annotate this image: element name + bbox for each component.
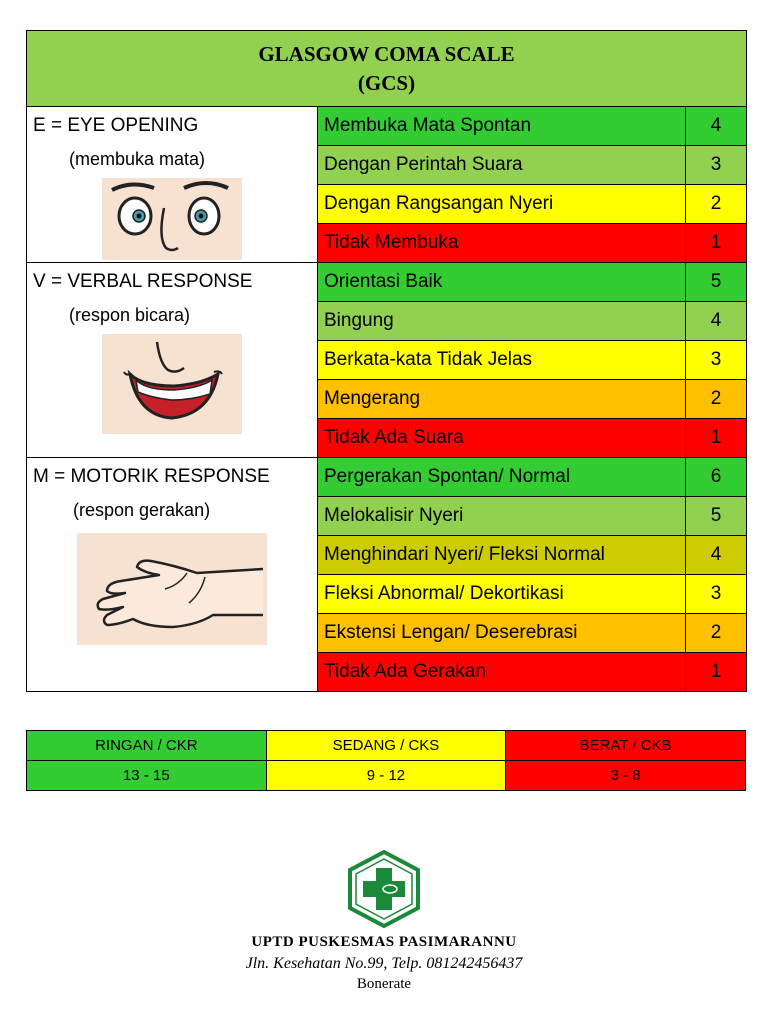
- option-label: Orientasi Baik: [318, 263, 686, 302]
- open-hand-icon: [77, 533, 267, 645]
- option-label: Tidak Ada Suara: [318, 419, 686, 458]
- option-score: 1: [686, 419, 747, 458]
- category-subtitle: (respon bicara): [69, 305, 191, 325]
- severity-label: RINGAN / CKR: [27, 731, 267, 761]
- smiling-mouth-icon: [102, 334, 242, 434]
- organization-address: Jln. Kesehatan No.99, Telp. 081242456437: [245, 955, 523, 972]
- option-label: Fleksi Abnormal/ Dekortikasi: [318, 575, 686, 614]
- page-subtitle: (GCS): [357, 70, 416, 95]
- category-title: E = EYE OPENING: [33, 115, 199, 136]
- option-label: Dengan Perintah Suara: [318, 146, 686, 185]
- organization-name: UPTD PUSKESMAS PASIMARANNU: [251, 934, 517, 950]
- option-score: 2: [686, 185, 747, 224]
- option-score: 1: [686, 653, 747, 692]
- title-cell: [27, 31, 747, 107]
- option-score: 4: [686, 536, 747, 575]
- option-label: Ekstensi Lengan/ Deserebrasi: [318, 614, 686, 653]
- option-score: 2: [686, 614, 747, 653]
- category-eye: [27, 107, 318, 263]
- option-label: Berkata-kata Tidak Jelas: [318, 341, 686, 380]
- organization-city: Bonerate: [356, 976, 412, 992]
- option-score: 6: [686, 458, 747, 497]
- category-title: V = VERBAL RESPONSE: [33, 271, 253, 292]
- severity-range: 9 - 12: [266, 761, 506, 791]
- option-row: [27, 263, 747, 302]
- category-subtitle: (membuka mata): [69, 149, 206, 169]
- severity-range: 3 - 8: [506, 761, 746, 791]
- option-score: 3: [686, 146, 747, 185]
- option-score: 4: [686, 302, 747, 341]
- option-label: Tidak Ada Gerakan: [318, 653, 686, 692]
- category-title: M = MOTORIK RESPONSE: [33, 466, 270, 487]
- severity-label: BERAT / CKB: [506, 731, 746, 761]
- option-score: 3: [686, 575, 747, 614]
- severity-table: [26, 730, 746, 791]
- option-label: Melokalisir Nyeri: [318, 497, 686, 536]
- title-row: [27, 31, 747, 107]
- option-score: 2: [686, 380, 747, 419]
- option-score: 4: [686, 107, 747, 146]
- page-title: GLASGOW COMA SCALE: [258, 41, 515, 66]
- severity-range: 13 - 15: [27, 761, 267, 791]
- option-row: [27, 107, 747, 146]
- option-label: Pergerakan Spontan/ Normal: [318, 458, 686, 497]
- severity-label-row: [27, 731, 746, 761]
- category-motor: [27, 458, 318, 692]
- severity-label: SEDANG / CKS: [266, 731, 506, 761]
- gcs-table: [26, 30, 747, 692]
- option-label: Mengerang: [318, 380, 686, 419]
- option-label: Dengan Rangsangan Nyeri: [318, 185, 686, 224]
- option-label: Membuka Mata Spontan: [318, 107, 686, 146]
- option-score: 5: [686, 263, 747, 302]
- puskesmas-cross-logo-icon: [347, 850, 421, 928]
- option-score: 1: [686, 224, 747, 263]
- category-verbal: [27, 263, 318, 458]
- option-label: Menghindari Nyeri/ Fleksi Normal: [318, 536, 686, 575]
- option-score: 3: [686, 341, 747, 380]
- option-score: 5: [686, 497, 747, 536]
- option-row: [27, 458, 747, 497]
- surprised-eyes-icon: [102, 178, 242, 260]
- option-label: Tidak Membuka: [318, 224, 686, 263]
- severity-range-row: [27, 761, 746, 791]
- footer: [0, 850, 768, 993]
- category-subtitle: (respon gerakan): [73, 500, 211, 520]
- option-label: Bingung: [318, 302, 686, 341]
